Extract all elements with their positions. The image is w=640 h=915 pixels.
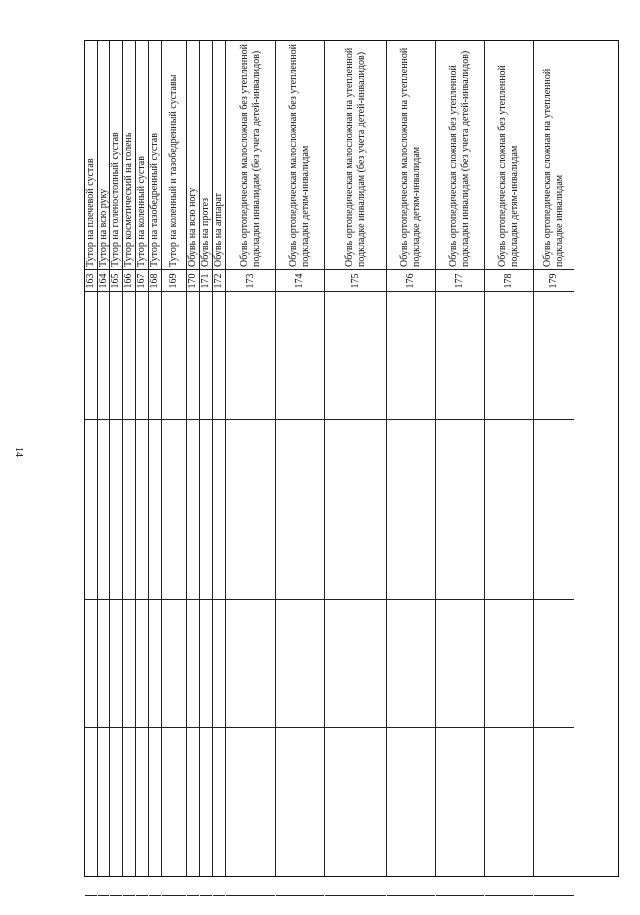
item-name: Тутор на коленный и тазобедренный суставы bbox=[168, 74, 179, 267]
item-code: 179 bbox=[548, 273, 559, 288]
item-name-cell bbox=[123, 41, 135, 269]
empty-cell bbox=[110, 895, 122, 915]
empty-cell bbox=[85, 291, 97, 419]
empty-cell bbox=[123, 895, 135, 915]
item-code-cell bbox=[276, 269, 324, 291]
empty-cell bbox=[85, 727, 97, 895]
item-code-cell bbox=[200, 269, 212, 291]
empty-cell bbox=[85, 599, 97, 727]
empty-cell bbox=[98, 291, 109, 419]
item-code-cell bbox=[226, 269, 275, 291]
empty-cell bbox=[213, 895, 225, 915]
item-code-cell bbox=[123, 269, 135, 291]
item-code: 174 bbox=[294, 273, 305, 288]
item-name: Обувь ортопедическая малосложная без утепленной подкладки детям-инвалидам bbox=[288, 44, 311, 267]
empty-cell bbox=[276, 599, 324, 727]
item-code-cell bbox=[485, 269, 533, 291]
item-code-cell bbox=[187, 269, 199, 291]
empty-cell bbox=[187, 895, 199, 915]
item-name-cell bbox=[187, 41, 199, 269]
item-name-cell bbox=[110, 41, 122, 269]
item-code-cell bbox=[85, 269, 97, 291]
item-code-cell bbox=[136, 269, 148, 291]
item-code: 177 bbox=[454, 273, 465, 288]
item-code-cell bbox=[387, 269, 435, 291]
empty-cell bbox=[98, 419, 109, 599]
table-row bbox=[85, 41, 98, 876]
item-code: 165 bbox=[110, 273, 121, 288]
item-name: Обувь на аппарат bbox=[213, 193, 224, 267]
empty-cell bbox=[436, 291, 484, 419]
item-code: 166 bbox=[123, 273, 134, 288]
table-row bbox=[187, 41, 200, 876]
item-code-cell bbox=[436, 269, 484, 291]
item-name: Тутор косметический на голень bbox=[123, 132, 134, 267]
empty-cell bbox=[387, 419, 435, 599]
item-code-cell bbox=[213, 269, 225, 291]
empty-cell bbox=[123, 599, 135, 727]
empty-cell bbox=[123, 419, 135, 599]
item-code-cell bbox=[110, 269, 122, 291]
items-table bbox=[84, 40, 619, 877]
empty-cell bbox=[534, 291, 574, 419]
item-name-cell bbox=[200, 41, 212, 269]
empty-cell bbox=[387, 727, 435, 895]
empty-cell bbox=[200, 599, 212, 727]
item-code-cell bbox=[325, 269, 386, 291]
empty-cell bbox=[325, 895, 386, 915]
item-code-cell bbox=[162, 269, 186, 291]
item-name-cell bbox=[149, 41, 161, 269]
empty-cell bbox=[110, 599, 122, 727]
item-code-cell bbox=[149, 269, 161, 291]
empty-cell bbox=[149, 291, 161, 419]
table-row bbox=[213, 41, 226, 876]
table-row bbox=[162, 41, 187, 876]
empty-cell bbox=[213, 599, 225, 727]
item-code: 169 bbox=[168, 273, 179, 288]
item-name-cell bbox=[534, 41, 574, 269]
item-name-cell bbox=[85, 41, 97, 269]
empty-cell bbox=[213, 419, 225, 599]
empty-cell bbox=[387, 599, 435, 727]
empty-cell bbox=[534, 895, 574, 915]
table-row bbox=[136, 41, 149, 876]
item-name: Обувь ортопедическая малосложная без утепленной подкладки инвалидам (без учета детей-инвалидов) bbox=[238, 44, 262, 267]
item-name-cell bbox=[213, 41, 225, 269]
empty-cell bbox=[187, 727, 199, 895]
item-name-cell bbox=[226, 41, 275, 269]
item-code: 163 bbox=[85, 273, 96, 288]
table-row bbox=[387, 41, 436, 876]
empty-cell bbox=[110, 291, 122, 419]
item-name: Обувь ортопедическая малосложная на утепленной подкладке инвалидам (без учета детей-инвалидов) bbox=[343, 47, 367, 267]
item-name-cell bbox=[325, 41, 386, 269]
empty-cell bbox=[110, 419, 122, 599]
item-code: 173 bbox=[244, 273, 256, 288]
empty-cell bbox=[436, 727, 484, 895]
empty-cell bbox=[98, 895, 109, 915]
empty-cell bbox=[187, 291, 199, 419]
empty-cell bbox=[200, 419, 212, 599]
empty-cell bbox=[534, 419, 574, 599]
item-name: Обувь ортопедическая сложная на утепленной подкладке инвалидам bbox=[542, 68, 565, 267]
page-number: 14 bbox=[13, 447, 24, 457]
item-name: Обувь на всю ногу bbox=[187, 187, 198, 267]
empty-cell bbox=[213, 291, 225, 419]
item-name-cell bbox=[162, 41, 186, 269]
item-code-cell bbox=[98, 269, 109, 291]
item-name: Обувь ортопедическая сложная без утепленной подкладки инвалидам (без учета детей-инвалидов) bbox=[448, 50, 471, 267]
item-code: 168 bbox=[149, 273, 160, 288]
item-name: Тутор на всю руку bbox=[98, 188, 109, 267]
empty-cell bbox=[200, 727, 212, 895]
empty-cell bbox=[200, 291, 212, 419]
empty-cell bbox=[149, 895, 161, 915]
empty-cell bbox=[226, 419, 275, 599]
empty-cell bbox=[226, 895, 275, 915]
table-row bbox=[534, 41, 574, 876]
empty-cell bbox=[187, 419, 199, 599]
empty-cell bbox=[485, 727, 533, 895]
empty-cell bbox=[387, 895, 435, 915]
empty-cell bbox=[136, 291, 148, 419]
table-row bbox=[436, 41, 485, 876]
item-code: 164 bbox=[98, 273, 109, 288]
empty-cell bbox=[213, 727, 225, 895]
table-row bbox=[123, 41, 136, 876]
empty-cell bbox=[436, 895, 484, 915]
item-name: Тутор на коленный сустав bbox=[136, 156, 147, 267]
item-code: 176 bbox=[405, 273, 416, 288]
item-name: Тутор на голеностопный сустав bbox=[110, 132, 121, 267]
empty-cell bbox=[325, 599, 386, 727]
empty-cell bbox=[485, 599, 533, 727]
empty-cell bbox=[187, 599, 199, 727]
empty-cell bbox=[98, 727, 109, 895]
empty-cell bbox=[136, 419, 148, 599]
item-code: 170 bbox=[187, 273, 198, 288]
empty-cell bbox=[162, 727, 186, 895]
empty-cell bbox=[485, 419, 533, 599]
item-code: 171 bbox=[200, 273, 211, 288]
item-code: 178 bbox=[503, 273, 514, 288]
empty-cell bbox=[276, 291, 324, 419]
item-code: 172 bbox=[213, 273, 224, 288]
item-name-cell bbox=[98, 41, 109, 269]
empty-cell bbox=[200, 895, 212, 915]
item-name-cell bbox=[485, 41, 533, 269]
empty-cell bbox=[534, 727, 574, 895]
empty-cell bbox=[226, 727, 275, 895]
empty-cell bbox=[136, 727, 148, 895]
item-code: 167 bbox=[136, 273, 147, 288]
empty-cell bbox=[123, 727, 135, 895]
empty-cell bbox=[162, 599, 186, 727]
empty-cell bbox=[485, 895, 533, 915]
item-name: Обувь на протез bbox=[200, 197, 211, 267]
table-row bbox=[276, 41, 325, 876]
empty-cell bbox=[436, 419, 484, 599]
empty-cell bbox=[149, 727, 161, 895]
empty-cell bbox=[98, 599, 109, 727]
empty-cell bbox=[162, 419, 186, 599]
empty-cell bbox=[162, 895, 186, 915]
empty-cell bbox=[325, 291, 386, 419]
empty-cell bbox=[136, 895, 148, 915]
table-row bbox=[110, 41, 123, 876]
table-row bbox=[98, 41, 110, 876]
item-name: Тутор на тазобедренный сустав bbox=[149, 133, 160, 267]
empty-cell bbox=[485, 291, 533, 419]
empty-cell bbox=[276, 727, 324, 895]
empty-cell bbox=[123, 291, 135, 419]
empty-cell bbox=[276, 895, 324, 915]
empty-cell bbox=[136, 599, 148, 727]
empty-cell bbox=[276, 419, 324, 599]
item-name: Обувь ортопедическая малосложная на утепленной подкладке детям-инвалидам bbox=[399, 47, 422, 267]
empty-cell bbox=[387, 291, 435, 419]
empty-cell bbox=[534, 599, 574, 727]
item-name: Обувь ортопедическая сложная без утепленной подкладки детям-инвалидам bbox=[497, 65, 520, 267]
item-name-cell bbox=[136, 41, 148, 269]
table-row bbox=[325, 41, 387, 876]
empty-cell bbox=[85, 895, 97, 915]
table-row bbox=[226, 41, 276, 876]
empty-cell bbox=[226, 291, 275, 419]
table-row bbox=[149, 41, 162, 876]
empty-cell bbox=[325, 419, 386, 599]
table-row bbox=[485, 41, 534, 876]
empty-cell bbox=[162, 291, 186, 419]
empty-cell bbox=[149, 599, 161, 727]
table-row bbox=[200, 41, 213, 876]
item-name-cell bbox=[387, 41, 435, 269]
empty-cell bbox=[149, 419, 161, 599]
empty-cell bbox=[226, 599, 275, 727]
item-name-cell bbox=[436, 41, 484, 269]
empty-cell bbox=[85, 419, 97, 599]
empty-cell bbox=[325, 727, 386, 895]
item-code-cell bbox=[534, 269, 574, 291]
item-code: 175 bbox=[349, 273, 361, 288]
item-name-cell bbox=[276, 41, 324, 269]
empty-cell bbox=[436, 599, 484, 727]
item-name: Тутор на плечевой сустав bbox=[85, 158, 96, 267]
empty-cell bbox=[110, 727, 122, 895]
